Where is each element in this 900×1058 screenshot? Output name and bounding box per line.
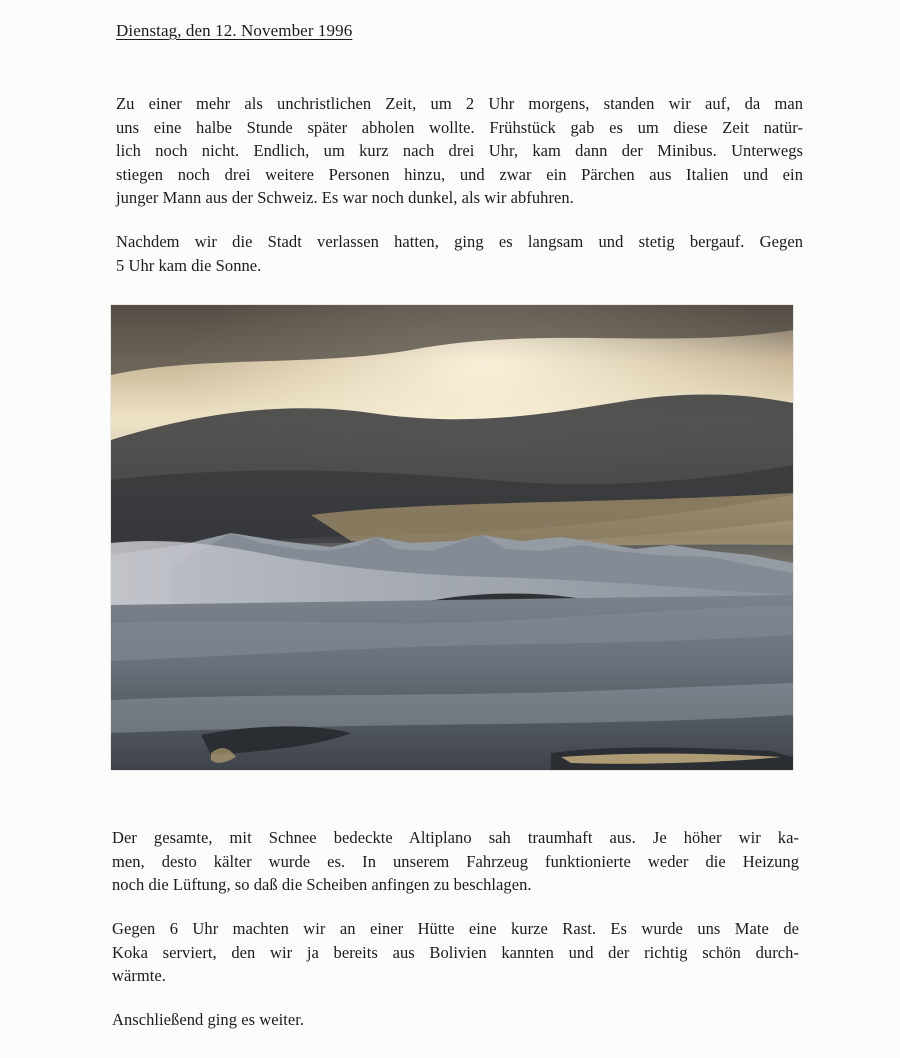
text-line: Der gesamte, mit Schnee bedeckte Altiplano sah traumhaft aus. Je höher wir ka- (112, 828, 799, 847)
paragraph-sunrise (116, 230, 803, 277)
date-heading: Dienstag, den 12. November 1996 (116, 21, 353, 40)
paragraph-departure (116, 92, 803, 210)
landscape-photo (111, 305, 793, 770)
text-line: stiegen noch drei weitere Personen hinzu, und zwar ein Pärchen aus Italien und ein (116, 164, 803, 184)
text-line: 5 Uhr kam die Sonne. (116, 255, 262, 275)
altiplano-photo-icon (111, 305, 793, 770)
paragraph-rest-stop (112, 917, 799, 988)
paragraph-continue (112, 1008, 799, 1032)
text-line: wärmte. (112, 966, 166, 985)
text-line: Gegen 6 Uhr machten wir an einer Hütte eine kurze Rast. Es wurde uns Mate de (112, 919, 799, 938)
text-line: noch die Lüftung, so daß die Scheiben anfingen zu beschlagen. (112, 875, 532, 894)
text-line: junger Mann aus der Schweiz. Es war noch dunkel, als wir abfuhren. (116, 188, 574, 207)
text-line: men, desto kälter wurde es. In unserem Fahrzeug funktionierte weder die Heizung (112, 851, 799, 871)
text-line: Zu einer mehr als unchristlichen Zeit, um 2 Uhr morgens, standen wir auf, da man (116, 94, 803, 113)
text-line: Nachdem wir die Stadt verlassen hatten, ging es langsam und stetig bergauf. Gegen (116, 232, 803, 251)
paragraph-altiplano (112, 826, 799, 897)
text-line: lich noch nicht. Endlich, um kurz nach drei Uhr, kam dann der Minibus. Unterwegs (116, 141, 803, 160)
text-line: uns eine halbe Stunde später abholen wollte. Frühstück gab es um diese Zeit natür- (116, 117, 803, 137)
text-line: Anschließend ging es weiter. (112, 1010, 305, 1029)
text-line: Koka serviert, den wir ja bereits aus Bolivien kannten und der richtig schön durch- (112, 942, 799, 962)
